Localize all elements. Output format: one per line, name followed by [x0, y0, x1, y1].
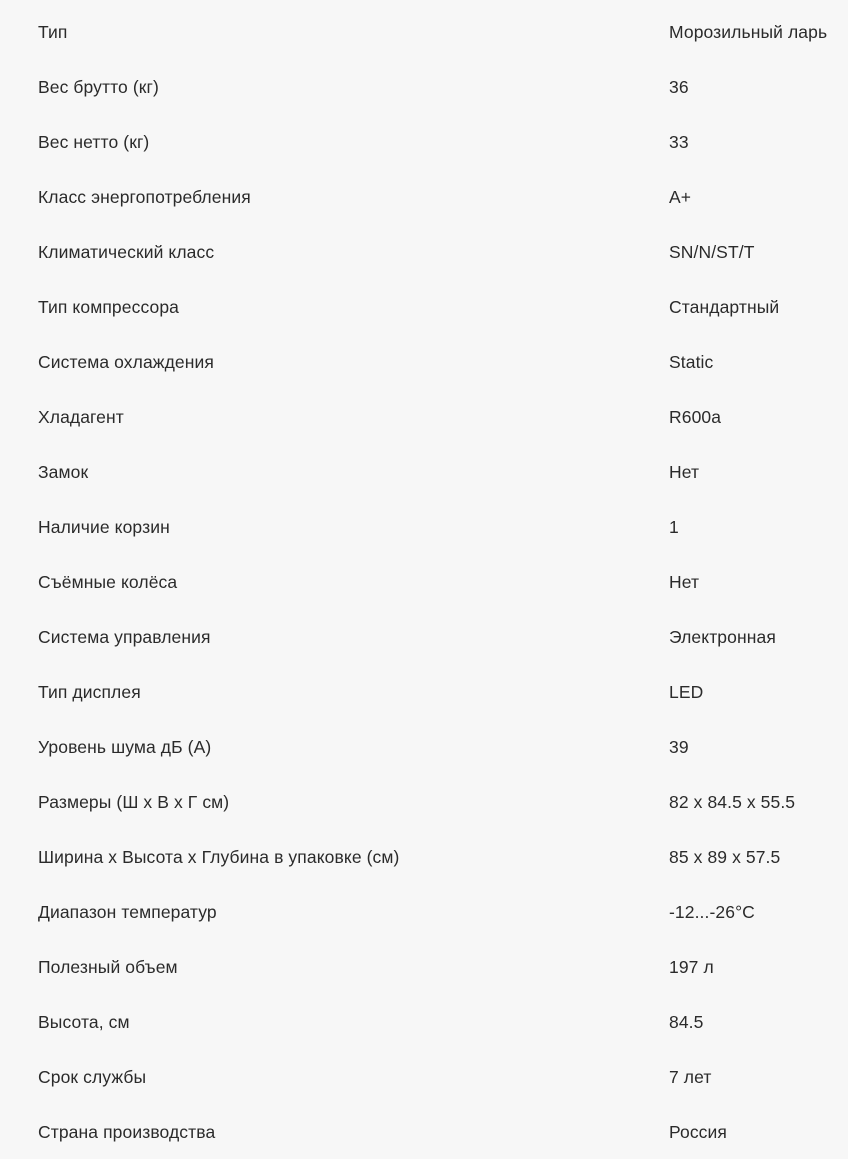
spec-row-height [0, 994, 848, 1049]
spec-value: Электронная [669, 626, 776, 647]
spec-value: 39 [669, 736, 689, 757]
spec-row-dimensions [0, 774, 848, 829]
spec-label: Вес нетто (кг) [38, 131, 150, 152]
spec-label: Страна производства [38, 1121, 216, 1142]
spec-value: Нет [669, 461, 700, 482]
spec-row-removable-wheels [0, 554, 848, 609]
spec-row-usable-volume [0, 939, 848, 994]
spec-row-control-system [0, 609, 848, 664]
spec-value: SN/N/ST/T [669, 241, 755, 262]
spec-label: Высота, см [38, 1011, 130, 1032]
spec-label: Замок [38, 461, 89, 482]
spec-value: 82 x 84.5 x 55.5 [669, 791, 796, 812]
spec-label: Вес брутто (кг) [38, 76, 159, 97]
spec-label: Хладагент [38, 406, 124, 427]
spec-row-type [0, 4, 848, 59]
spec-label: Класс энергопотребления [38, 186, 251, 207]
spec-label: Наличие корзин [38, 516, 170, 537]
spec-label: Тип компрессора [38, 296, 179, 317]
spec-label: Ширина x Высота x Глубина в упаковке (см) [38, 846, 400, 867]
spec-row-energy-class [0, 169, 848, 224]
spec-value: Стандартный [669, 296, 780, 317]
spec-row-baskets [0, 499, 848, 554]
spec-value: -12...-26°C [669, 901, 755, 922]
spec-value: Нет [669, 571, 700, 592]
spec-value: 1 [669, 516, 679, 537]
spec-value: 197 л [669, 956, 714, 977]
spec-row-display-type [0, 664, 848, 719]
spec-value: 84.5 [669, 1011, 704, 1032]
spec-label: Диапазон температур [38, 901, 217, 922]
spec-label: Срок службы [38, 1066, 147, 1087]
spec-value: R600a [669, 406, 722, 427]
spec-row-lock [0, 444, 848, 499]
spec-value: LED [669, 681, 704, 702]
spec-label: Уровень шума дБ (А) [38, 736, 212, 757]
spec-label: Система управления [38, 626, 211, 647]
spec-label: Тип [38, 21, 68, 42]
spec-row-temperature-range [0, 884, 848, 939]
spec-label: Система охлаждения [38, 351, 214, 372]
spec-row-net-weight [0, 114, 848, 169]
spec-label: Съёмные колёса [38, 571, 178, 592]
spec-row-gross-weight [0, 59, 848, 114]
spec-row-service-life [0, 1049, 848, 1104]
spec-row-cooling-system [0, 334, 848, 389]
spec-label: Полезный объем [38, 956, 178, 977]
spec-value: Static [669, 351, 714, 372]
spec-row-compressor-type [0, 279, 848, 334]
spec-value: Россия [669, 1121, 727, 1142]
spec-row-climate-class [0, 224, 848, 279]
spec-value: 85 x 89 x 57.5 [669, 846, 781, 867]
spec-label: Тип дисплея [38, 681, 141, 702]
spec-label: Размеры (Ш x В x Г см) [38, 791, 230, 812]
spec-value: 36 [669, 76, 689, 97]
spec-row-refrigerant [0, 389, 848, 444]
spec-value: 33 [669, 131, 689, 152]
spec-row-package-dimensions [0, 829, 848, 884]
spec-row-noise-level [0, 719, 848, 774]
spec-value: A+ [669, 186, 692, 207]
spec-label: Климатический класс [38, 241, 215, 262]
spec-value: 7 лет [669, 1066, 712, 1087]
spec-value: Морозильный ларь [669, 21, 828, 42]
